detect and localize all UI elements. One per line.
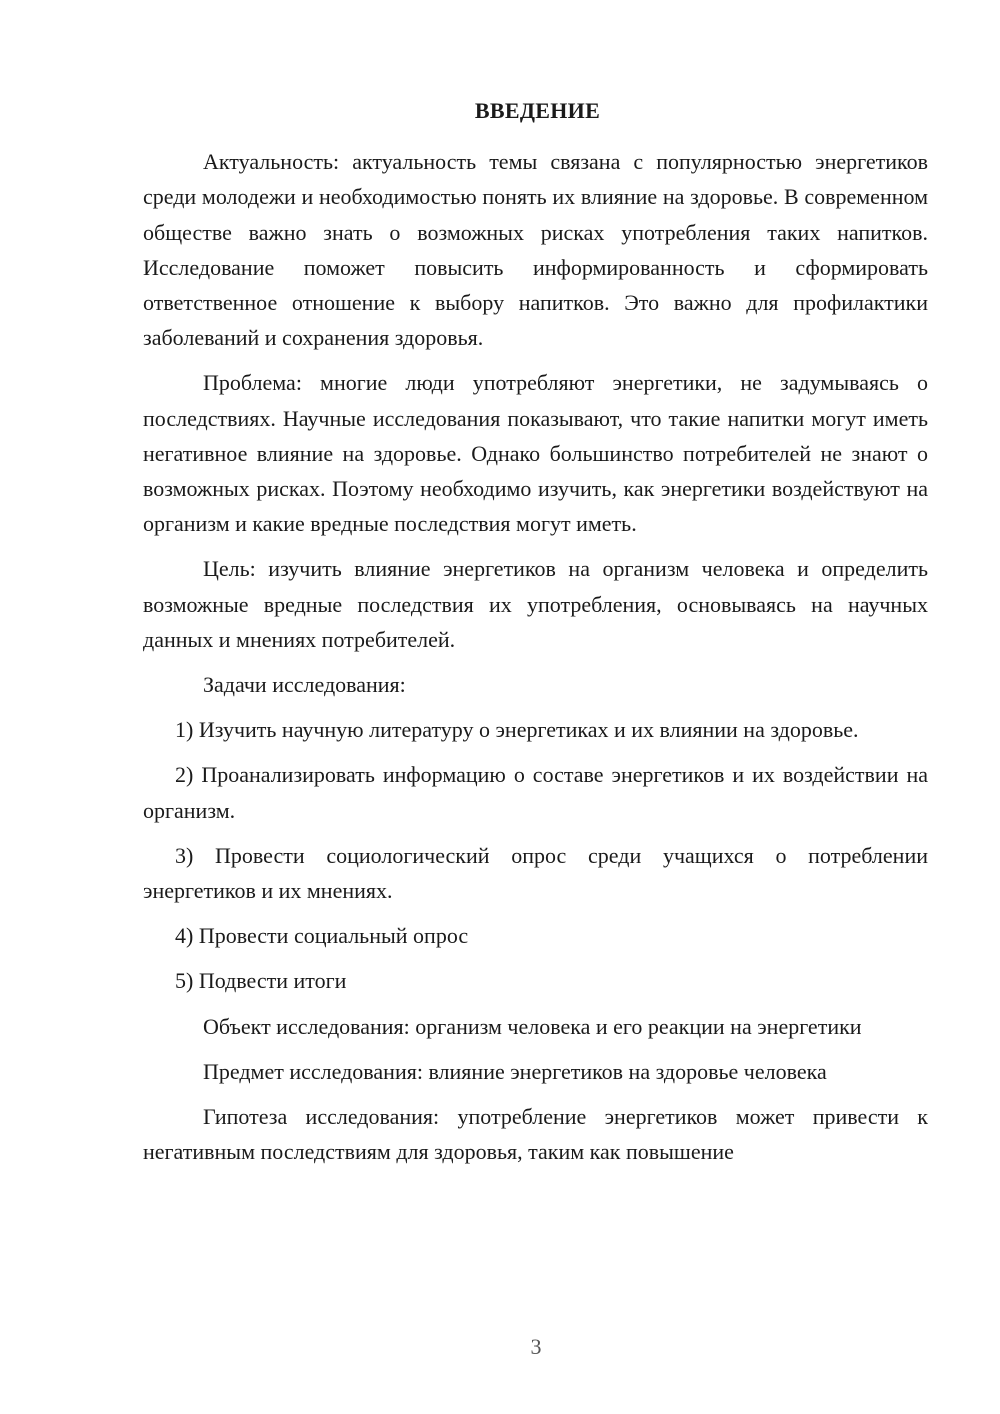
hypothesis-paragraph: Гипотеза исследования: употребление энергетиков может привести к негативным последствиям для здоровья, таким как повышение [143, 1104, 928, 1165]
research-subject-paragraph: Предмет исследования: влияние энергетиков на здоровье человека [203, 1058, 827, 1084]
relevance-paragraph: Актуальность: актуальность темы связана с популярностью энергетиков среди молодежи и необходимостью понять их влияние на здоровье. В современном обществе важно знать о возможных рисках употребления таких напитков. Исследование поможет повысить информированность и сформировать ответственное отношение к выбору напитков. Это важно для профилактики заболеваний и сохранения здоровья. [143, 149, 928, 351]
tasks-heading: Задачи исследования: [203, 672, 406, 698]
problem-paragraph: Проблема: многие люди употребляют энергетики, не задумываясь о последствиях. Научные исследования показывают, что такие напитки могут иметь негативное влияние на здоровье. Однако большинство потребителей не знают о возможных рисках. Поэтому необходимо изучить, как энергетики воздействуют на организм и какие вредные последствия могут иметь. [143, 370, 928, 537]
task-item-5: 5) Подвести итоги [175, 968, 347, 994]
task-item-2: 2) Проанализировать информацию о составе энергетиков и их воздействии на организм. [143, 762, 928, 823]
task-item-3: 3) Провести социологический опрос среди учащихся о потреблении энергетиков и их мнениях. [143, 842, 928, 904]
task-item-4: 4) Провести социальный опрос [175, 923, 469, 949]
page-content [143, 93, 928, 1179]
research-object-paragraph: Объект исследования: организм человека и его реакции на энергетики [203, 1013, 862, 1039]
task-item-1: 1) Изучить научную литературу о энергетиках и их влиянии на здоровье. [175, 717, 859, 743]
page-number: 3 [530, 1334, 542, 1359]
goal-paragraph: Цель: изучить влияние энергетиков на организм человека и определить возможные вредные последствия их употребления, основываясь на научных данных и мнениях потребителей. [143, 556, 928, 652]
section-title: ВВЕДЕНИЕ [474, 98, 601, 123]
